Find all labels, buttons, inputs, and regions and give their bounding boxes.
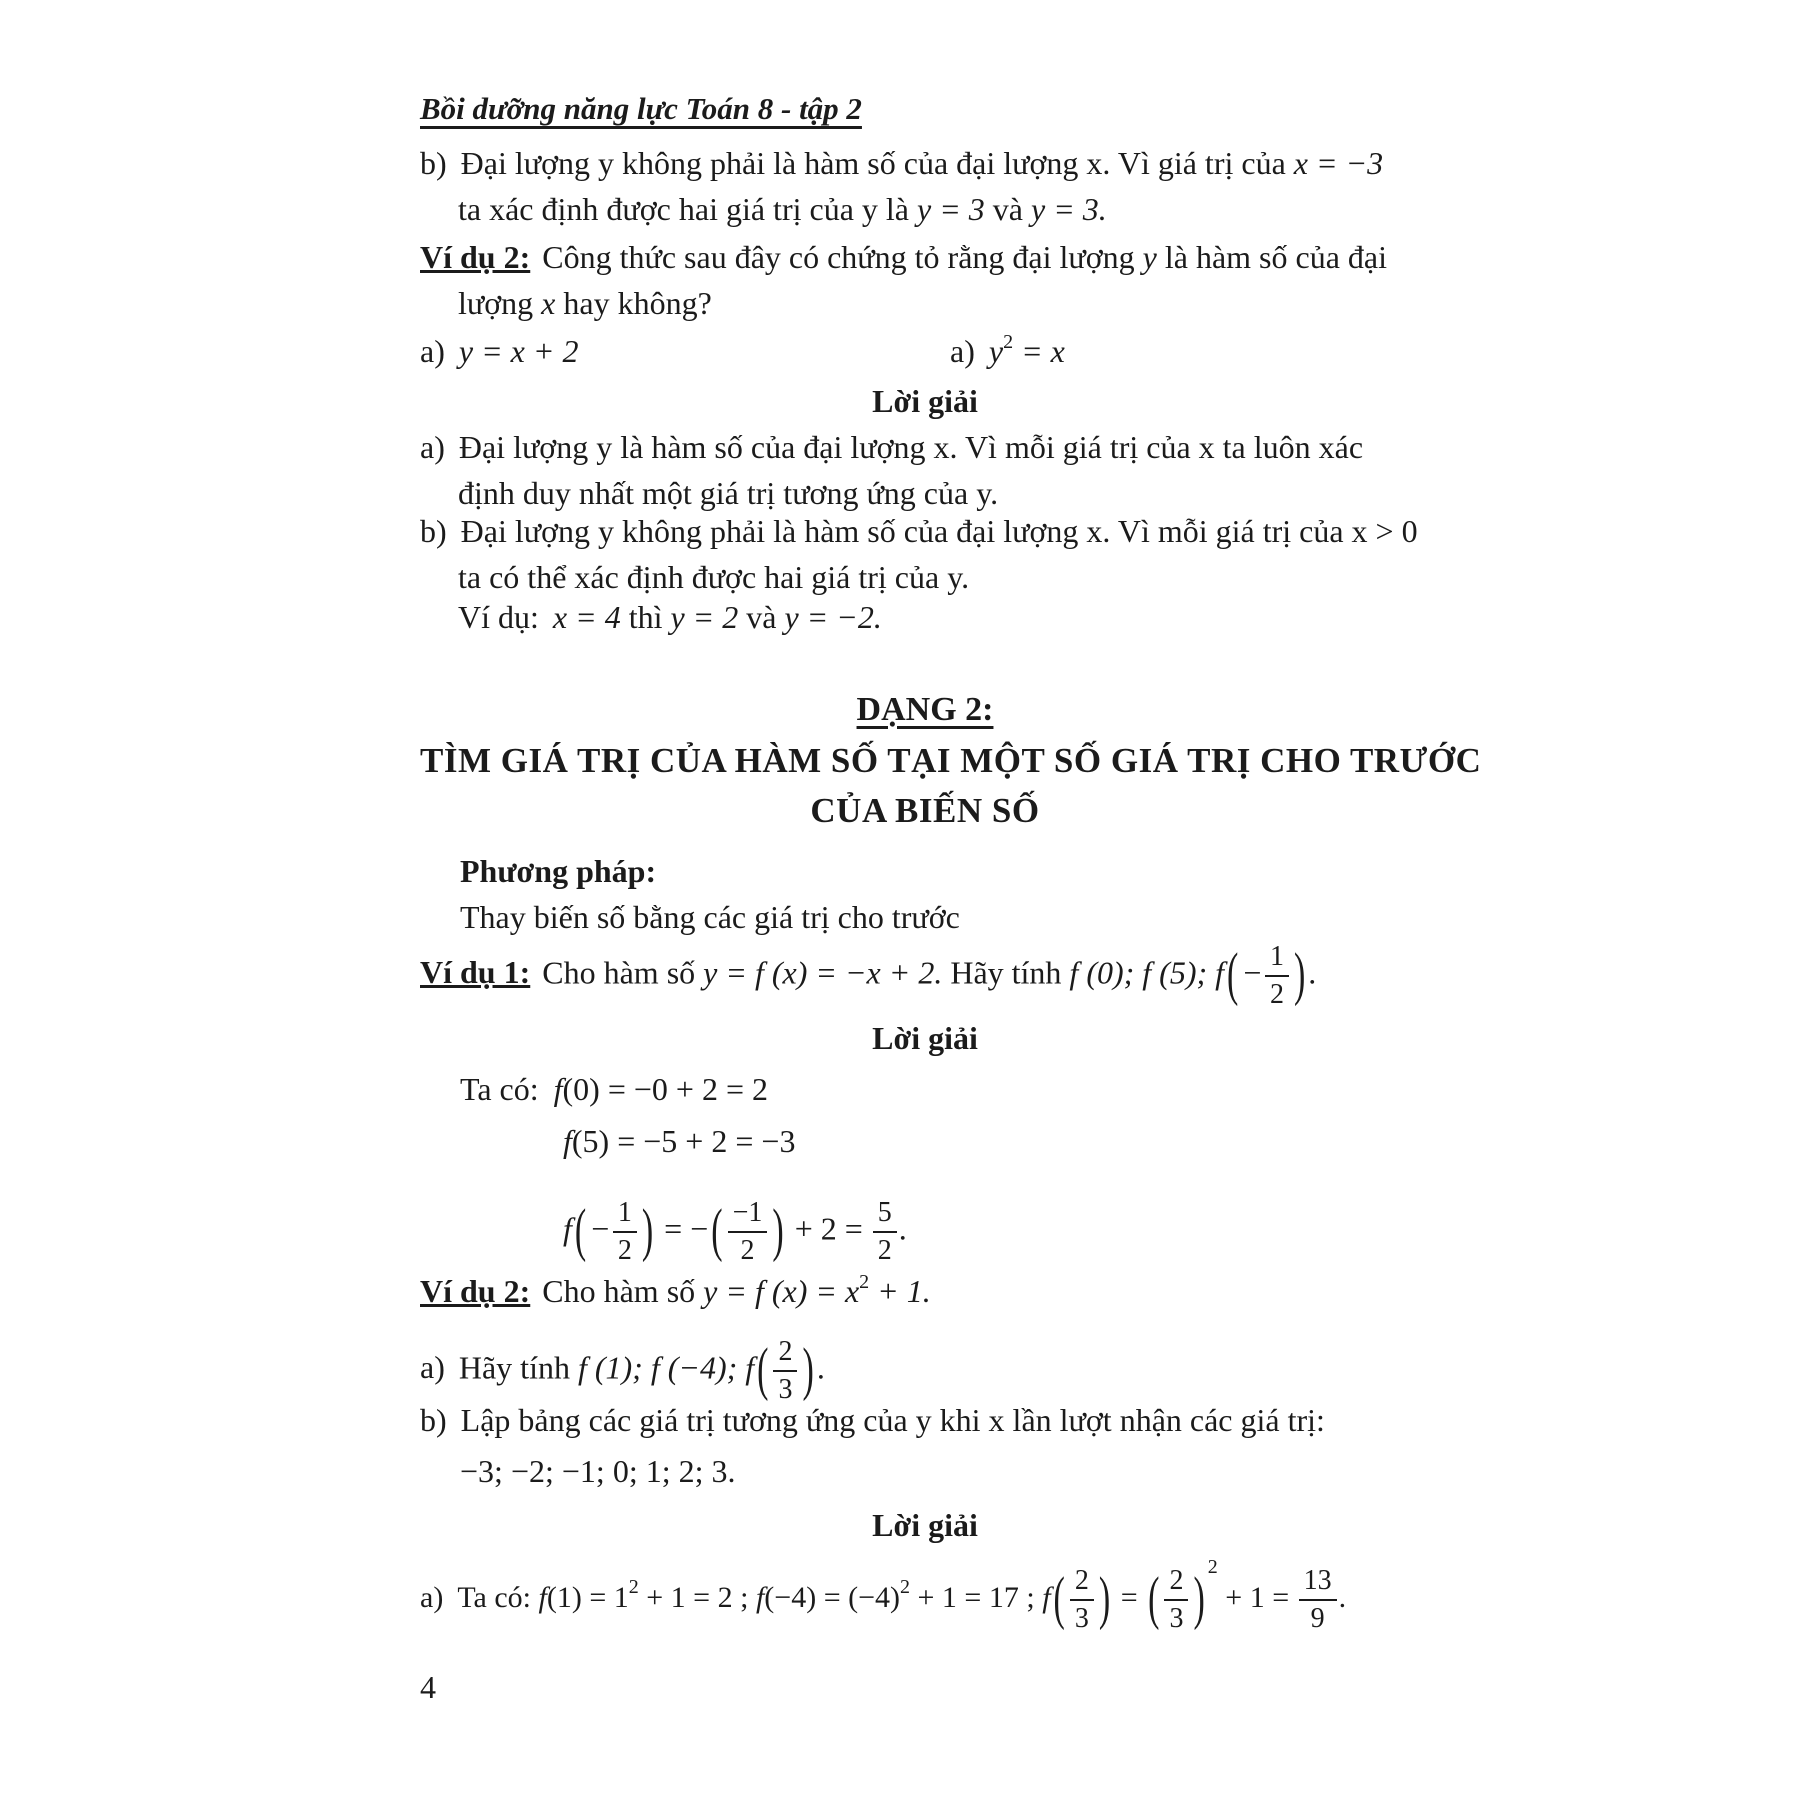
math-expression: (−4) = (−4) [764, 1580, 901, 1614]
paragraph-line [420, 424, 1363, 470]
big-paren: ) [1193, 1566, 1205, 1632]
method-text: Thay biến số bằng các giá trị cho trước [460, 899, 960, 935]
inline-example-label: Ví dụ: [458, 599, 539, 635]
big-paren: ( [574, 1198, 587, 1264]
math-exponent: 2 [1003, 331, 1014, 353]
fraction-denominator: 3 [1074, 1603, 1089, 1634]
body-text: Công thức sau đây có chứng tỏ rằng đại lượng [542, 239, 1143, 275]
fraction [1070, 1565, 1094, 1635]
big-paren: ) [1293, 942, 1306, 1008]
equation-line-3 [563, 1197, 907, 1267]
math-expression: (1) = 1 [546, 1580, 629, 1614]
math-expression: = x [1013, 333, 1065, 369]
fraction [613, 1197, 637, 1267]
body-text: định duy nhất một giá trị tương ứng của y. [458, 475, 999, 511]
big-paren: ( [1227, 942, 1239, 1008]
inline-example [458, 594, 882, 640]
big-paren: ( [757, 1337, 769, 1403]
math-expression: y = 3. [1030, 191, 1107, 227]
math-function: f [538, 1580, 547, 1614]
final-solution-line [420, 1555, 1347, 1635]
paragraph-line [420, 234, 1387, 280]
fraction-denominator: 2 [617, 1235, 632, 1266]
solution-heading-text: Lời giải [872, 383, 978, 419]
fraction-numerator: 13 [1299, 1565, 1337, 1601]
equation-line-2 [563, 1118, 795, 1164]
fraction-numerator: 2 [1070, 1565, 1094, 1601]
paragraph-line [420, 186, 1383, 232]
math-expression: + 1 = [1217, 1580, 1297, 1614]
big-paren: ) [772, 1198, 784, 1264]
task-b-line [420, 1397, 1325, 1443]
item-label: a) [420, 1580, 444, 1614]
solution-heading [420, 378, 1430, 424]
math-expression: y = f (x) = x [703, 1273, 860, 1309]
running-header [420, 90, 862, 127]
fraction-denominator: 2 [1269, 979, 1284, 1010]
item-label: a) [950, 333, 975, 369]
math-expression: x = 4 [552, 599, 621, 635]
value-list: −3; −2; −1; 0; 1; 2; 3. [460, 1453, 736, 1489]
section-title-text: CỦA BIẾN SỐ [810, 791, 1040, 830]
body-text: . [816, 1349, 825, 1386]
fraction [1299, 1565, 1337, 1635]
fraction-numerator: 5 [873, 1197, 897, 1233]
math-expression: + 1 = 17 ; [910, 1580, 1043, 1614]
task-a-line [420, 1336, 825, 1406]
math-expression: (0) = −0 + 2 = 2 [562, 1071, 768, 1107]
value-list-line [460, 1448, 735, 1494]
fraction-denominator: 2 [877, 1235, 892, 1266]
item-label: b) [420, 513, 447, 549]
math-expression: y [988, 333, 1004, 369]
body-text: Hãy tính [942, 954, 1070, 991]
fraction [728, 1197, 768, 1267]
body-text: và [984, 191, 1031, 227]
math-expression: f (1); f (−4); f [577, 1349, 755, 1386]
body-text: Đại lượng y không phải là hàm số của đại lượng x. Vì giá trị của [460, 145, 1294, 181]
big-paren: ) [1098, 1566, 1111, 1632]
equation-prefix: Ta có: [460, 1071, 539, 1107]
example-2b-statement [420, 1268, 931, 1314]
example-label: Ví dụ 2: [420, 1273, 531, 1309]
math-expression: + 2 = [786, 1210, 871, 1247]
paragraph-line [420, 508, 1418, 554]
body-text: Đại lượng y không phải là hàm số của đại lượng x. Vì mỗi giá trị của x > 0 [460, 513, 1418, 549]
example-1-statement [420, 941, 1316, 1011]
big-paren: ( [1148, 1566, 1160, 1632]
solution-heading [420, 1015, 1430, 1061]
math-exponent: 2 [859, 1271, 870, 1293]
example-label: Ví dụ 2: [420, 239, 531, 275]
fraction-denominator: 2 [740, 1235, 755, 1266]
body-text: Lập bảng các giá trị tương ứng của y khi x lần lượt nhận các giá trị: [460, 1402, 1325, 1438]
solution-heading-text: Lời giải [872, 1507, 978, 1543]
math-expression: + 1. [869, 1273, 931, 1309]
page-number: 4 [420, 1669, 436, 1705]
math-expression: y = −2. [784, 599, 882, 635]
big-paren: ) [802, 1337, 814, 1403]
fraction-denominator: 9 [1310, 1603, 1325, 1634]
section-title-line2 [420, 786, 1430, 836]
big-paren: ( [711, 1198, 723, 1264]
math-exponent: 2 [1207, 1555, 1218, 1578]
math-expression: = [1113, 1580, 1146, 1614]
math-expression: + 1 = 2 ; [638, 1580, 756, 1614]
paragraph-item-b [420, 140, 1383, 232]
big-paren: ( [1053, 1566, 1065, 1632]
running-header-title: Bồi dưỡng năng lực Toán 8 - tập 2 [420, 91, 862, 126]
solution-item-b [420, 508, 1418, 600]
example-label: Ví dụ 1: [420, 954, 531, 991]
fraction-numerator: −1 [728, 1197, 768, 1233]
paragraph-line [420, 280, 1387, 326]
method-label: Phương pháp: [460, 853, 657, 889]
math-expression: y = 2 [670, 599, 739, 635]
body-text: ta có thể xác định được hai giá trị của y. [458, 559, 970, 595]
math-variable: x [541, 285, 556, 321]
section-title-text: TÌM GIÁ TRỊ CỦA HÀM SỐ TẠI MỘT SỐ GIÁ TRỊ CHO TRƯỚC [420, 741, 1482, 780]
math-function: f [553, 1071, 563, 1107]
body-text: thì [620, 599, 671, 635]
math-expression: (5) = −5 + 2 = −3 [571, 1123, 796, 1159]
math-expression: y = f (x) = −x + 2. [703, 954, 943, 991]
section-title-line1 [420, 736, 1482, 786]
fraction [873, 1197, 897, 1267]
body-text: Cho hàm số [542, 1273, 704, 1309]
fraction-numerator: 1 [613, 1197, 637, 1233]
body-text: Đại lượng y là hàm số của đại lượng x. Vì mỗi giá trị của x ta luôn xác [458, 429, 1364, 465]
section-number: DẠNG 2: [856, 691, 994, 728]
math-expression: y = 3 [916, 191, 985, 227]
item-label: a) [420, 429, 445, 465]
math-function: f [563, 1123, 572, 1159]
body-text: Ta có: [457, 1580, 539, 1614]
math-expression: y = x + 2 [458, 333, 579, 369]
option-a2 [950, 328, 1065, 374]
math-function: f [1042, 1580, 1051, 1614]
math-sign: − [589, 1210, 611, 1247]
body-text: là hàm số của đại [1156, 239, 1387, 275]
paragraph-line [420, 140, 1383, 186]
section-heading [420, 686, 1430, 733]
method-label-line [460, 848, 656, 894]
item-label: b) [420, 145, 447, 181]
example-2-statement [420, 234, 1387, 326]
body-text: ta xác định được hai giá trị của y là [458, 191, 917, 227]
math-expression: . [898, 1210, 907, 1247]
math-expression: = − [656, 1210, 709, 1247]
fraction [1265, 941, 1289, 1011]
fraction-denominator: 3 [778, 1374, 793, 1405]
fraction-numerator: 1 [1265, 941, 1289, 977]
body-text: . [1308, 954, 1317, 991]
body-text: lượng [458, 285, 542, 321]
math-exponent: 2 [628, 1575, 639, 1598]
body-text: và [738, 599, 785, 635]
math-sign: − [1241, 954, 1263, 991]
item-label: a) [420, 1349, 445, 1386]
math-expression: x = −3 [1293, 145, 1384, 181]
fraction-denominator: 3 [1169, 1603, 1184, 1634]
fraction [773, 1336, 797, 1406]
body-text: hay không? [555, 285, 712, 321]
fraction-numerator: 2 [1164, 1565, 1188, 1601]
method-text-line [460, 894, 960, 940]
solution-heading-text: Lời giải [872, 1020, 978, 1056]
solution-heading [420, 1502, 1430, 1548]
math-function: f [755, 1580, 765, 1614]
fraction-numerator: 2 [773, 1336, 797, 1372]
math-function: f [563, 1210, 572, 1247]
body-text: Cho hàm số [542, 954, 704, 991]
option-a1 [420, 328, 578, 374]
body-text: Hãy tính [458, 1349, 578, 1386]
page-number-line [420, 1664, 436, 1710]
math-expression: f (0); f (5); f [1069, 954, 1225, 991]
big-paren: ) [641, 1198, 654, 1264]
math-exponent: 2 [900, 1575, 911, 1598]
solution-item-a [420, 424, 1363, 516]
math-expression: . [1338, 1580, 1347, 1614]
equation-line-1 [460, 1066, 768, 1112]
item-label: a) [420, 333, 445, 369]
fraction [1164, 1565, 1188, 1635]
item-label: b) [420, 1402, 447, 1438]
math-variable: y [1142, 239, 1157, 275]
